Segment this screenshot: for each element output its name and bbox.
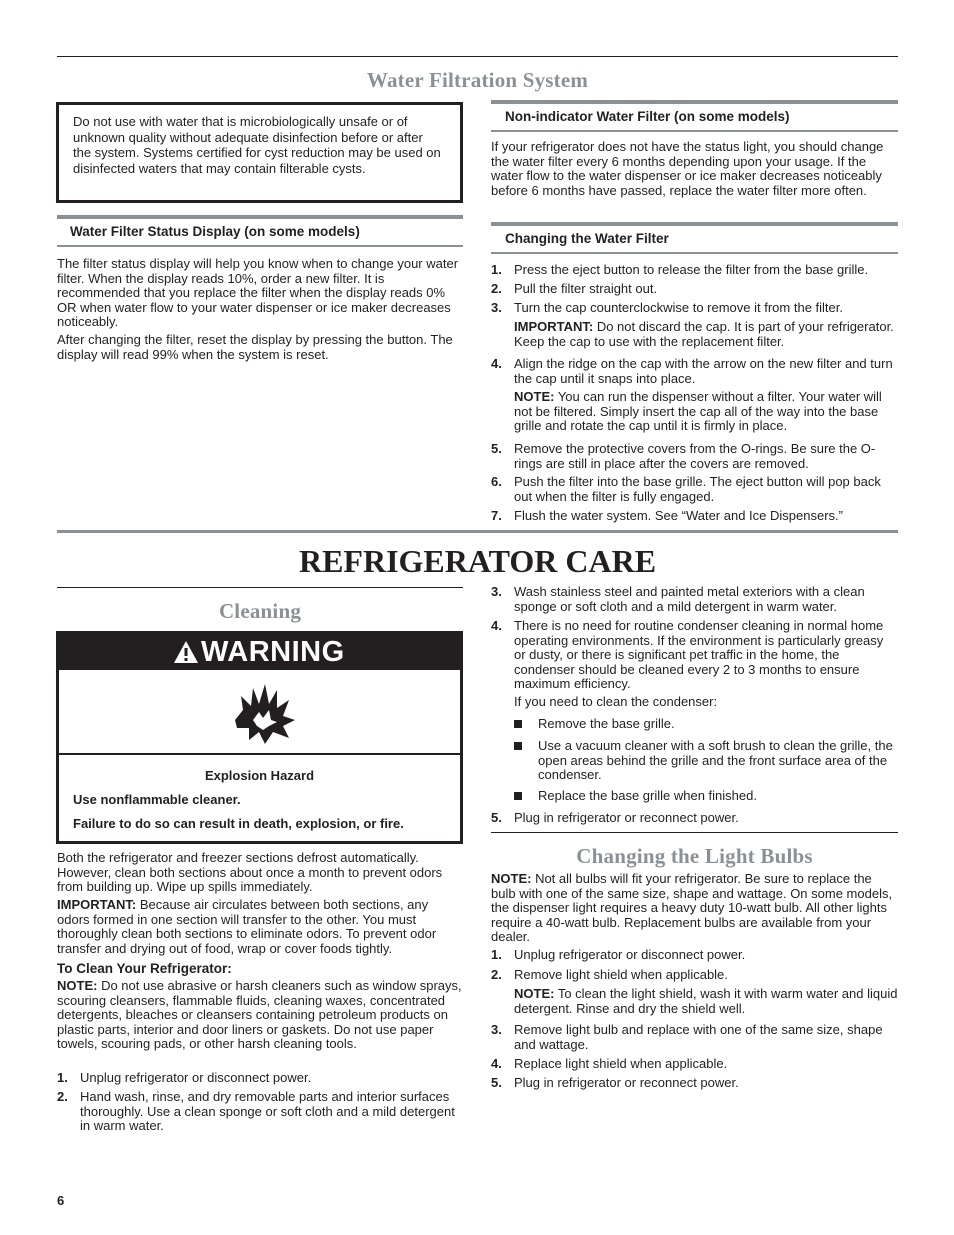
bulbs-rule [491,832,898,833]
filter-step-text: Align the ridge on the cap with the arrow on the new filter and turn the cap until it snaps into place. [514,356,893,386]
hazard-title: Explosion Hazard [204,768,315,783]
important-label: IMPORTANT: [57,897,137,912]
top-rule [57,56,898,57]
bulb-step-num: 3. [491,1022,502,1037]
condenser-bullet: Replace the base grille when finished. [538,788,757,803]
cleaning-important [57,898,463,956]
filter-step-text: Push the filter into the base grille. The eject button will pop back out when the filter is fully engaged. [514,474,881,504]
note-text: Do not use abrasive or harsh cleaners such as window sprays, scouring cleansers, flammable fluids, cleaning waxes, concentrated detergents, bleaches or cleansers containing petroleum products on plastic parts, interior and door liners or gaskets. Do not use paper towels, scouring pads, or other harsh cleaning tools. [57,978,462,1052]
status-heading-rule-top [57,215,463,219]
care-rule [57,530,898,533]
cleaning-rule [57,587,463,588]
water-filtration-title: Water Filtration System [366,68,589,92]
warning-panel [56,631,463,844]
note-label: NOTE: [491,871,532,886]
condenser-bullet: Remove the base grille. [538,716,675,731]
filter-step-num: 6. [491,474,502,489]
bulb-step-text: Unplug refrigerator or disconnect power. [514,947,746,962]
filter-step-text: Remove the protective covers from the O-rings. Be sure the O-rings are still in place after the covers are removed. [514,441,876,471]
to-clean-heading: To Clean Your Refrigerator: [57,961,232,976]
bulb-step-text: Replace light shield when applicable. [514,1056,728,1071]
bulb-step-num: 1. [491,947,502,962]
filter-important-note [514,320,898,349]
non-indicator-heading: Non-indicator Water Filter (on some models) [505,109,790,124]
filter-step-num: 2. [491,281,502,296]
note-text: To clean the light shield, wash it with warm water and liquid detergent. Rinse and dry the shield well. [514,986,898,1016]
non-indicator-rule-top [491,100,898,104]
note-label: NOTE: [57,978,98,993]
note-text: Not all bulbs will fit your refrigerator. Be sure to replace the bulb with one of the same size, shape and wattage. On some models, the dispenser light requires a heavy duty 10-watt bulb. All other lights require a 40-watt bulb. Replacement bulbs are available from your dealer. [491,871,893,945]
clean-step-text: There is no need for routine condenser cleaning in normal home operating environments. If the environment is particularly greasy or dusty, or there is significant pet traffic in the home, the condenser should be cleaned every 2 to 3 months to ensure maximum efficiency. [514,618,884,692]
explosion-icon-box [59,670,460,755]
important-text: Do not discard the cap. It is part of your refrigerator. Keep the cap to use with the replacement filter. [514,319,894,349]
clean-step-text: Wash stainless steel and painted metal exteriors with a clean sponge or soft cloth and a mild detergent in warm water. [514,584,865,614]
hazard-line-2: Failure to do so can result in death, explosion, or fire. [73,816,404,831]
filter-step-num: 5. [491,441,502,456]
warning-word: WARNING [201,636,345,668]
bulb-step-text: Remove light bulb and replace with one of the same size, shape and wattage. [514,1022,883,1052]
clean-step-num: 5. [491,810,502,825]
page-number: 6 [57,1193,65,1208]
non-indicator-rule-bottom [491,130,898,132]
bulb-step-num: 5. [491,1075,502,1090]
note-label: NOTE: [514,389,555,404]
hazard-line-1: Use nonflammable cleaner. [73,792,241,807]
cleaning-note [57,979,463,1052]
non-indicator-p1: If your refrigerator does not have the status light, you should change the water filter every 6 months depending upon your usage. If the water flow to the water dispenser or ice maker decreases noticeably before 6 months have passed, replace the water filter more often. [491,139,884,198]
bulbs-note [491,872,898,945]
changing-filter-heading: Changing the Water Filter [505,231,669,246]
status-heading-rule-bottom [57,245,463,247]
condenser-bullet: Use a vacuum cleaner with a soft brush to clean the grille, the open areas behind the grille and the front surface area of the condenser. [538,738,893,783]
clean-step-num: 3. [491,584,502,599]
water-warning-text: Do not use with water that is microbiologically unsafe or of unknown quality without adequate disinfection before or after the system. Systems certified for cyst reduction may be used on disinfected waters that may contain filterable cysts. [73,114,441,176]
explosion-icon [229,680,299,746]
filter-step-text: Turn the cap counterclockwise to remove it from the filter. [514,300,843,315]
filter-step-num: 3. [491,300,502,315]
bullet-square [514,720,522,728]
warning-banner [59,634,460,670]
clean-step-text: Plug in refrigerator or reconnect power. [514,810,739,825]
status-display-p2: After changing the filter, reset the display by pressing the button. The display will read 99% when the system is reset. [57,332,453,362]
clean-step-num: 4. [491,618,502,633]
note-label: NOTE: [514,986,555,1001]
clean-step-num: 2. [57,1089,68,1104]
important-text: Because air circulates between both sections, any odors formed in one section will transfer to the other. You must thoroughly clean both sections to eliminate odors. To prevent odor transfer and drying out of food, wrap or cover foods tightly. [57,897,437,956]
light-bulbs-title: Changing the Light Bulbs [576,844,813,868]
filter-step-num: 7. [491,508,502,523]
filter-step-text: Press the eject button to release the filter from the base grille. [514,262,869,277]
note-text: You can run the dispenser without a filter. Your water will not be filtered. Simply insert the cap all of the way into the base grille and rotate the cap until it is firmly in place. [514,389,882,434]
bulb-step-num: 4. [491,1056,502,1071]
bulb-step-num: 2. [491,967,502,982]
bulb-note [514,987,898,1016]
water-warning-box [56,102,463,203]
clean-step-num: 1. [57,1070,68,1085]
cleaning-title: Cleaning [218,599,302,623]
cleaning-p1: Both the refrigerator and freezer sections defrost automatically. However, clean both sections about once a month to prevent odors from building up. Wipe up spills immediately. [57,850,443,895]
warning-triangle-icon [173,640,199,664]
important-label: IMPORTANT: [514,319,594,334]
bullet-square [514,792,522,800]
bulb-step-text: Remove light shield when applicable. [514,967,728,982]
filter-step-text: Pull the filter straight out. [514,281,658,296]
condenser-intro: If you need to clean the condenser: [514,694,718,709]
filter-step-text: Flush the water system. See “Water and Ice Dispensers.” [514,508,843,523]
filter-step-num: 4. [491,356,502,371]
bulb-step-text: Plug in refrigerator or reconnect power. [514,1075,739,1090]
refrigerator-care-title: REFRIGERATOR CARE [298,543,657,579]
changing-rule-bottom [491,252,898,254]
changing-rule-top [491,222,898,226]
status-display-p1: The filter status display will help you know when to change your water filter. When the display reads 10%, order a new filter. It is recommended that you replace the filter when the display reads 0% OR when water flow to your water dispenser or ice maker decreases noticeably. [57,256,459,330]
status-display-heading: Water Filter Status Display (on some models) [70,224,360,239]
clean-step-text: Unplug refrigerator or disconnect power. [80,1070,312,1085]
clean-step-text: Hand wash, rinse, and dry removable parts and interior surfaces thoroughly. Use a clean sponge or soft cloth and a mild detergent in warm water. [80,1089,455,1134]
filter-step-num: 1. [491,262,502,277]
bullet-square [514,742,522,750]
filter-note [514,390,898,434]
